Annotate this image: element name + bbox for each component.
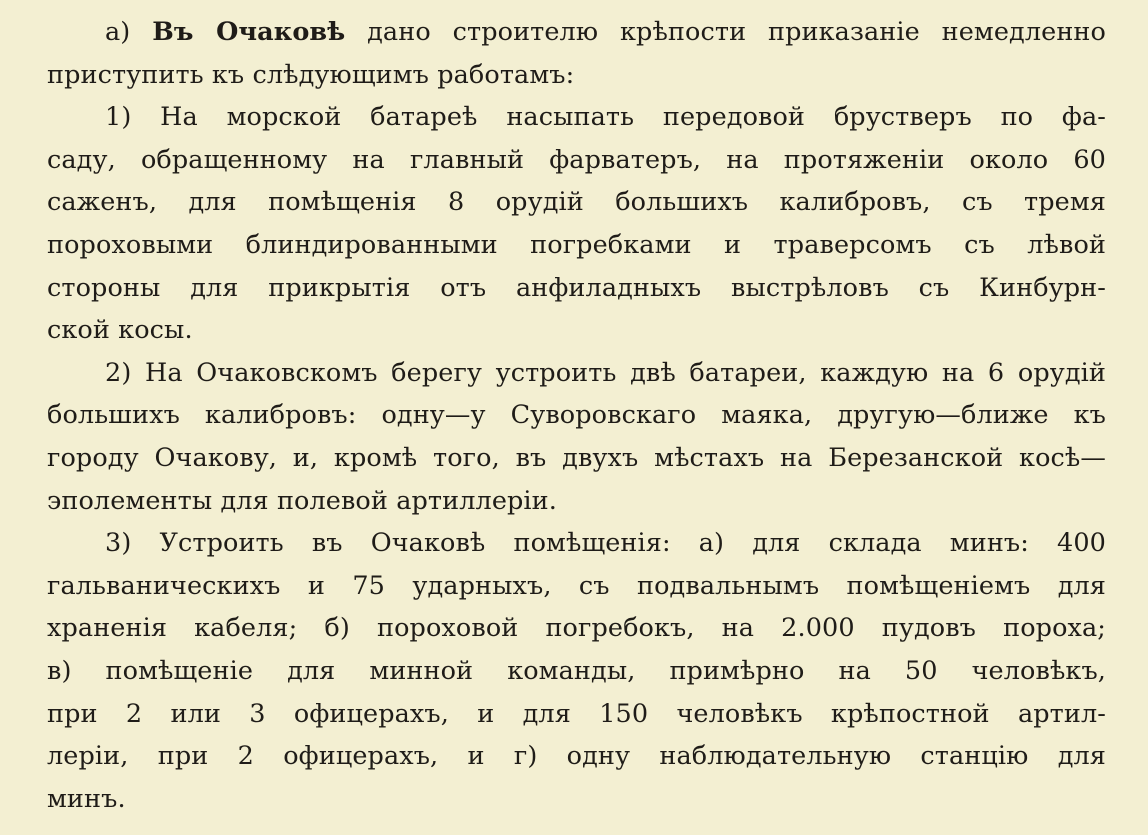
text-span: а) xyxy=(105,17,153,47)
text-line: саду, обращенному на главный фарватеръ, на протяженіи около 60 xyxy=(47,144,1106,175)
text-line: леріи, при 2 офицерахъ, и г) одну наблюдательную станцію для xyxy=(47,741,1106,772)
text-line: большихъ калибровъ: одну—у Суворовскаго маяка, другую—ближе къ xyxy=(47,400,1106,431)
paragraph-1 xyxy=(47,96,1106,352)
text-line: саженъ, для помѣщенія 8 орудій большихъ калибровъ, съ тремя xyxy=(47,187,1106,218)
text-line: стороны для прикрытія отъ анфиладныхъ выстрѣловъ съ Кинбурн- xyxy=(47,272,1106,303)
text-line: минъ. xyxy=(47,783,126,814)
text-line: городу Очакову, и, кромѣ того, въ двухъ мѣстахъ на Березанской косѣ— xyxy=(47,442,1106,473)
text-span: дано строителю крѣпости приказаніе немедленно xyxy=(345,17,1106,47)
paragraph-2 xyxy=(47,352,1106,522)
text-line: ской косы. xyxy=(47,315,193,346)
text-line: гальваническихъ и 75 ударныхъ, съ подвальнымъ помѣщеніемъ для xyxy=(47,570,1106,601)
text-line: 2) На Очаковскомъ берегу устроить двѣ батареи, каждую на 6 орудій xyxy=(105,357,1106,388)
paragraph-3 xyxy=(47,522,1106,820)
text-line: в) помѣщеніе для минной команды, примѣрно на 50 человѣкъ, xyxy=(47,655,1106,686)
text-line: эполементы для полевой артиллеріи. xyxy=(47,485,557,516)
text-line xyxy=(47,11,1106,54)
text-line: пороховыми блиндированными погребками и траверсомъ съ лѣвой xyxy=(47,229,1106,260)
paragraph-a xyxy=(47,11,1106,96)
text-line: 3) Устроить въ Очаковѣ помѣщенія: а) для склада минъ: 400 xyxy=(105,528,1106,559)
bold-place-name: Въ Очаковѣ xyxy=(152,17,346,47)
text-line: 1) На морской батареѣ насыпать передовой брустверъ по фа- xyxy=(105,102,1106,133)
text-line: приступить къ слѣдующимъ работамъ: xyxy=(47,59,575,90)
text-line: при 2 или 3 офицерахъ, и для 150 человѣкъ крѣпостной артил- xyxy=(47,698,1106,729)
text-line: храненія кабеля; б) пороховой погребокъ, на 2.000 пудовъ пороха; xyxy=(47,613,1106,644)
